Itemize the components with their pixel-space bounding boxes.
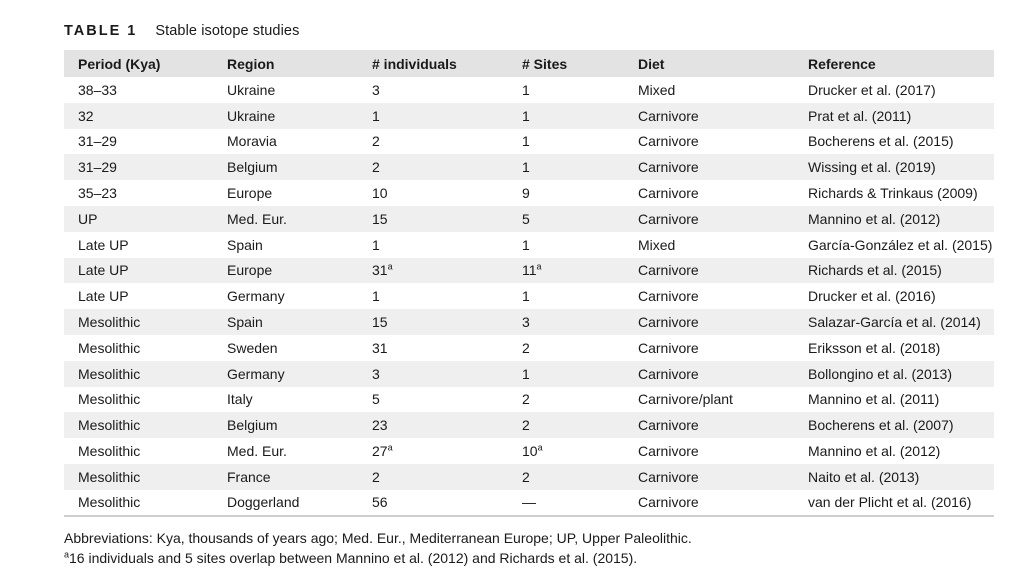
cell-region-value: Belgium [227, 159, 278, 176]
cell-individuals-value: 15 [372, 314, 388, 331]
cell-diet-value: Mixed [638, 81, 676, 98]
cell-sites [508, 335, 624, 361]
cell-sites [508, 180, 624, 206]
cell-period-value: Late UP [78, 288, 129, 305]
cell-region-value: Italy [227, 391, 253, 408]
cell-individuals [358, 154, 508, 180]
cell-individuals-value: 1 [372, 236, 380, 253]
cell-reference [794, 309, 994, 335]
cell-individuals-value: 56 [372, 494, 388, 511]
cell-period-value: 32 [78, 107, 94, 124]
cell-region [213, 283, 358, 309]
cell-period-value: 35–23 [78, 185, 117, 202]
cell-diet-value: Carnivore [638, 494, 699, 511]
cell-diet [624, 412, 794, 438]
cell-diet [624, 464, 794, 490]
cell-reference [794, 129, 994, 155]
cell-diet [624, 77, 794, 103]
cell-diet [624, 258, 794, 284]
cell-sites [508, 387, 624, 413]
cell-sites-value: 9 [522, 185, 530, 202]
header-individuals: # individuals [372, 55, 457, 72]
cell-period [64, 412, 213, 438]
cell-individuals-value: 23 [372, 417, 388, 434]
table-row [64, 206, 994, 232]
cell-period [64, 154, 213, 180]
cell-diet [624, 490, 794, 516]
cell-diet [624, 129, 794, 155]
cell-individuals [358, 309, 508, 335]
cell-reference-value: van der Plicht et al. (2016) [808, 494, 972, 511]
table-row [64, 129, 994, 155]
cell-period [64, 464, 213, 490]
cell-reference-value: Naito et al. (2013) [808, 468, 920, 485]
table-caption [64, 21, 299, 41]
header-diet: Diet [638, 55, 665, 72]
cell-reference [794, 283, 994, 309]
cell-sites [508, 464, 624, 490]
cell-individuals-value: 2 [372, 468, 380, 485]
cell-diet-value: Carnivore [638, 107, 699, 124]
cell-region [213, 103, 358, 129]
cell-period [64, 129, 213, 155]
cell-period-value: Mesolithic [78, 417, 141, 434]
cell-period-value: Mesolithic [78, 391, 141, 408]
cell-sites-value: 2 [522, 391, 530, 408]
cell-period-value: Late UP [78, 236, 129, 253]
cell-period-value: 31–29 [78, 159, 117, 176]
footnote-marker: a [64, 549, 70, 560]
cell-reference-value: Drucker et al. (2016) [808, 288, 936, 305]
cell-period-value: Mesolithic [78, 314, 141, 331]
cell-sites [508, 412, 624, 438]
cell-sites-value: 11 [522, 262, 537, 279]
cell-period [64, 438, 213, 464]
cell-sites [508, 490, 624, 516]
cell-sites-value: 1 [522, 81, 530, 98]
cell-period-value: Mesolithic [78, 494, 141, 511]
cell-period-value: UP [78, 210, 98, 227]
cell-region-value: Med. Eur. [227, 210, 287, 227]
table-row [64, 387, 994, 413]
cell-sites-value: — [522, 494, 536, 511]
cell-reference-value: Mannino et al. (2012) [808, 210, 941, 227]
table-row [64, 361, 994, 387]
cell-reference-value: Eriksson et al. (2018) [808, 339, 941, 356]
cell-sites-value: 3 [522, 314, 530, 331]
cell-period-value: Mesolithic [78, 339, 141, 356]
cell-diet-value: Carnivore [638, 468, 699, 485]
cell-sites [508, 309, 624, 335]
cell-reference [794, 335, 994, 361]
cell-reference [794, 206, 994, 232]
cell-reference [794, 232, 994, 258]
cell-diet [624, 103, 794, 129]
cell-reference-value: Salazar-García et al. (2014) [808, 314, 981, 331]
cell-individuals [358, 258, 508, 284]
cell-individuals [358, 129, 508, 155]
cell-reference-value: Prat et al. (2011) [808, 107, 912, 124]
cell-period-value: Mesolithic [78, 443, 141, 460]
cell-region-value: Germany [227, 365, 285, 382]
cell-sites [508, 283, 624, 309]
table-row [64, 464, 994, 490]
cell-period [64, 335, 213, 361]
table-row [64, 283, 994, 309]
cell-reference-value: Wissing et al. (2019) [808, 159, 936, 176]
cell-individuals [358, 438, 508, 464]
table-row [64, 103, 994, 129]
cell-reference [794, 438, 994, 464]
cell-individuals [358, 490, 508, 516]
header-region: Region [227, 55, 275, 72]
cell-region [213, 180, 358, 206]
cell-sites-value: 1 [522, 365, 530, 382]
cell-sites [508, 129, 624, 155]
cell-region-value: Doggerland [227, 494, 300, 511]
cell-sites-value: 1 [522, 159, 530, 176]
cell-region-value: Belgium [227, 417, 278, 434]
cell-diet-value: Carnivore [638, 210, 699, 227]
cell-reference [794, 387, 994, 413]
cell-individuals [358, 232, 508, 258]
header-sites: # Sites [522, 55, 568, 72]
cell-reference-value: Bocherens et al. (2015) [808, 133, 954, 150]
table-row [64, 490, 994, 516]
cell-period-value: Late UP [78, 262, 129, 279]
cell-reference-value: Mannino et al. (2011) [808, 391, 940, 408]
table-row [64, 258, 994, 284]
table-row [64, 335, 994, 361]
cell-diet [624, 206, 794, 232]
table-row [64, 180, 994, 206]
cell-sites-value: 1 [522, 236, 530, 253]
header-period: Period (Kya) [78, 55, 161, 72]
cell-region [213, 129, 358, 155]
cell-reference [794, 464, 994, 490]
overlap-note [64, 548, 692, 568]
cell-reference [794, 180, 994, 206]
cell-sites [508, 77, 624, 103]
cell-sites-value: 2 [522, 339, 530, 356]
footnote-marker: a [387, 261, 393, 272]
cell-period-value: Mesolithic [78, 365, 141, 382]
cell-sites-value: 2 [522, 468, 530, 485]
cell-diet-value: Carnivore [638, 262, 699, 279]
cell-reference-value: Richards & Trinkaus (2009) [808, 185, 978, 202]
cell-sites-value: 5 [522, 210, 530, 227]
cell-region [213, 361, 358, 387]
cell-individuals [358, 335, 508, 361]
cell-sites-value: 10 [522, 443, 538, 460]
cell-period-value: 38–33 [78, 81, 117, 98]
cell-period [64, 232, 213, 258]
cell-period [64, 180, 213, 206]
cell-individuals [358, 180, 508, 206]
cell-region [213, 77, 358, 103]
cell-reference [794, 154, 994, 180]
cell-diet-value: Carnivore/plant [638, 391, 733, 408]
footnote-marker: a [537, 442, 543, 453]
footnote-marker: a [536, 261, 542, 272]
cell-diet-value: Carnivore [638, 314, 699, 331]
stable-isotope-table [64, 50, 994, 517]
cell-period [64, 206, 213, 232]
cell-individuals [358, 103, 508, 129]
footnote-marker: a [387, 442, 393, 453]
cell-period [64, 258, 213, 284]
cell-period [64, 361, 213, 387]
cell-individuals-value: 3 [372, 81, 380, 98]
cell-sites [508, 206, 624, 232]
cell-diet [624, 438, 794, 464]
cell-region-value: Spain [227, 236, 263, 253]
table-row [64, 154, 994, 180]
overlap-note-text: 16 individuals and 5 sites overlap between Mannino et al. (2012) and Richards et al. (2015). [69, 550, 638, 566]
cell-period [64, 103, 213, 129]
cell-region-value: Ukraine [227, 107, 276, 124]
cell-period [64, 387, 213, 413]
cell-reference-value: Bocherens et al. (2007) [808, 417, 954, 434]
cell-individuals-value: 31 [372, 262, 388, 279]
cell-diet [624, 309, 794, 335]
abbreviations-note: Abbreviations: Kya, thousands of years ago; Med. Eur., Mediterranean Europe; UP, Upper Paleolithic. [64, 530, 692, 546]
cell-individuals-value: 2 [372, 159, 380, 176]
cell-sites-value: 1 [522, 107, 530, 124]
cell-period [64, 490, 213, 516]
cell-sites-value: 1 [522, 133, 530, 150]
cell-diet [624, 335, 794, 361]
cell-individuals-value: 10 [372, 185, 388, 202]
table-title: Stable isotope studies [155, 23, 300, 39]
cell-sites-value: 2 [522, 417, 530, 434]
cell-sites-value: 1 [522, 288, 530, 305]
cell-reference [794, 412, 994, 438]
cell-sites [508, 361, 624, 387]
cell-region-value: Spain [227, 314, 263, 331]
cell-period-value: Mesolithic [78, 468, 141, 485]
cell-period [64, 283, 213, 309]
cell-individuals-value: 3 [372, 365, 380, 382]
cell-individuals [358, 464, 508, 490]
table-row [64, 412, 994, 438]
cell-diet [624, 361, 794, 387]
cell-reference [794, 361, 994, 387]
cell-period [64, 77, 213, 103]
cell-sites [508, 232, 624, 258]
cell-sites [508, 103, 624, 129]
cell-individuals-value: 15 [372, 210, 388, 227]
cell-reference [794, 258, 994, 284]
cell-sites [508, 154, 624, 180]
cell-reference [794, 490, 994, 516]
cell-region [213, 309, 358, 335]
cell-diet [624, 283, 794, 309]
cell-individuals [358, 77, 508, 103]
cell-diet-value: Carnivore [638, 365, 699, 382]
cell-individuals-value: 31 [372, 339, 388, 356]
cell-period [64, 309, 213, 335]
cell-sites [508, 258, 624, 284]
cell-diet [624, 232, 794, 258]
cell-region [213, 438, 358, 464]
cell-region-value: Europe [227, 262, 273, 279]
cell-individuals [358, 387, 508, 413]
cell-reference-value: Richards et al. (2015) [808, 262, 942, 279]
table-row [64, 438, 994, 464]
header-reference: Reference [808, 55, 876, 72]
cell-region [213, 206, 358, 232]
cell-individuals-value: 1 [372, 288, 380, 305]
cell-reference-value: García-González et al. (2015) [808, 236, 993, 253]
cell-period-value: 31–29 [78, 133, 117, 150]
cell-diet-value: Carnivore [638, 443, 699, 460]
cell-individuals [358, 283, 508, 309]
header-row [64, 50, 994, 77]
cell-diet-value: Carnivore [638, 417, 699, 434]
cell-region-value: Germany [227, 288, 285, 305]
table-row [64, 77, 994, 103]
cell-region [213, 258, 358, 284]
cell-region-value: Europe [227, 185, 273, 202]
cell-diet [624, 180, 794, 206]
table-label: TABLE 1 [64, 23, 138, 39]
cell-reference-value: Drucker et al. (2017) [808, 81, 936, 98]
cell-region [213, 232, 358, 258]
cell-region [213, 412, 358, 438]
cell-region-value: Med. Eur. [227, 443, 287, 460]
cell-individuals-value: 5 [372, 391, 380, 408]
table-row [64, 309, 994, 335]
cell-diet-value: Carnivore [638, 159, 699, 176]
cell-individuals [358, 361, 508, 387]
cell-individuals-value: 2 [372, 133, 380, 150]
cell-reference-value: Bollongino et al. (2013) [808, 365, 952, 382]
cell-sites [508, 438, 624, 464]
cell-region [213, 464, 358, 490]
cell-region-value: Sweden [227, 339, 278, 356]
cell-diet-value: Carnivore [638, 288, 699, 305]
cell-region-value: Ukraine [227, 81, 276, 98]
table-body [64, 77, 994, 516]
cell-reference [794, 77, 994, 103]
cell-diet-value: Mixed [638, 236, 676, 253]
cell-region [213, 335, 358, 361]
cell-diet [624, 387, 794, 413]
cell-diet [624, 154, 794, 180]
cell-region-value: Moravia [227, 133, 277, 150]
cell-diet-value: Carnivore [638, 339, 699, 356]
cell-region-value: France [227, 468, 271, 485]
cell-individuals [358, 206, 508, 232]
cell-individuals [358, 412, 508, 438]
cell-region [213, 490, 358, 516]
cell-region [213, 154, 358, 180]
cell-reference [794, 103, 994, 129]
cell-diet-value: Carnivore [638, 133, 699, 150]
table-row [64, 232, 994, 258]
table-footnotes [64, 528, 692, 568]
cell-diet-value: Carnivore [638, 185, 699, 202]
cell-region [213, 387, 358, 413]
cell-individuals-value: 1 [372, 107, 380, 124]
cell-individuals-value: 27 [372, 443, 388, 460]
cell-reference-value: Mannino et al. (2012) [808, 443, 941, 460]
